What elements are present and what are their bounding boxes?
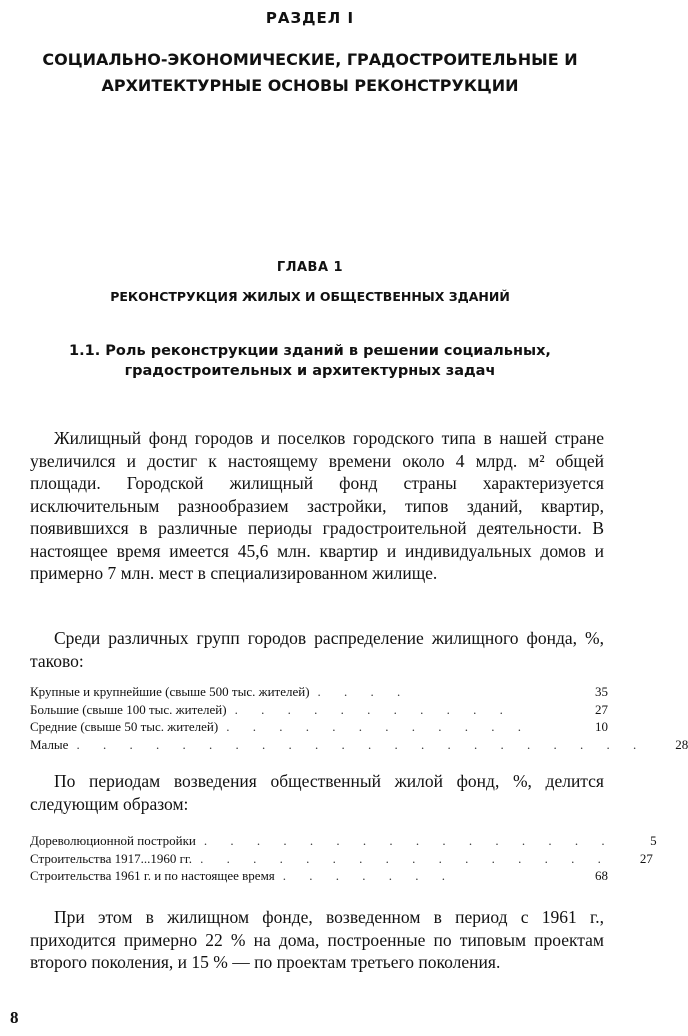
list-item (30, 718, 608, 736)
list-item-label: Строительства 1961 г. и по настоящее время (30, 868, 275, 883)
leader-dots: . . . . . . . . . . . (234, 701, 513, 717)
chapter-title: РЕКОНСТРУКЦИЯ ЖИЛЫХ И ОБЩЕСТВЕННЫХ ЗДАНИЙ (110, 289, 510, 304)
list-item-label: Малые (30, 736, 69, 752)
list-item-label: Дореволюционной постройки (30, 833, 196, 848)
list-item (30, 832, 657, 850)
list-item (30, 736, 688, 754)
section-title: СОЦИАЛЬНО-ЭКОНОМИЧЕСКИЕ, ГРАДОСТРОИТЕЛЬНЫЕ И АРХИТЕКТУРНЫЕ ОСНОВЫ РЕКОНСТРУКЦИИ (42, 50, 578, 95)
paragraph-typical-designs: При этом в жилищном фонде, возведенном в период с 1961 г., приходится примерно 22 % на дома, построенные по типовым проектам второго поколения, и 15 % — по проектам третьего поколения. (30, 907, 604, 972)
leader-dots: . . . . . . . . . . . . . . . . (200, 850, 611, 866)
list-item-value: 27 (595, 701, 608, 717)
paragraph-housing-stock: Жилищный фонд городов и поселков городского типа в нашей стране увеличился и достиг к настоящему времени около 4 млрд. м² общей площади. Городской жилищный фонд страны характеризуется исключительным разнообразием застройки, типов зданий, квартир, появившихся в различные периоды градостроительной деятельности. В настоящее время имеется 45,6 млн. квартир и индивидуальных домов и примерно 7 млн. мест в специализированном жилище. (30, 428, 604, 583)
periods-list (30, 832, 657, 885)
section-label: РАЗДЕЛ I (265, 9, 355, 27)
chapter-label: ГЛАВА 1 (276, 260, 344, 275)
leader-dots: . . . . . . . . . . . . . . . . . . . . . . (76, 736, 647, 752)
list-item-value: 5 (650, 833, 657, 848)
list-item (30, 683, 608, 701)
list-item-value: 10 (595, 719, 608, 734)
page-number: 8 (10, 1008, 19, 1027)
paragraph-periods-intro: По периодам возведения общественный жилой фонд, %, делится следующим образом: (30, 771, 604, 814)
subsection-title: 1.1. Роль реконструкции зданий в решении социальных, градостроительных и архитектурных задач (69, 343, 551, 379)
list-item-label: Строительства 1917...1960 гг. (30, 850, 193, 866)
list-item-value: 28 (675, 736, 688, 752)
list-item (30, 867, 608, 885)
list-item-value: 35 (595, 684, 608, 699)
list-item-label: Крупные и крупнейшие (свыше 500 тыс. жителей) (30, 684, 310, 699)
leader-dots: . . . . . . . . . . . . (226, 719, 531, 734)
city-groups-list (30, 683, 688, 753)
list-item-value: 68 (595, 868, 608, 883)
leader-dots: . . . . . . . . . . . . . . . . (203, 833, 615, 848)
leader-dots: . . . . (317, 684, 411, 699)
list-item-value: 27 (639, 850, 653, 866)
list-item (30, 701, 608, 719)
list-item-label: Средние (свыше 50 тыс. жителей) (30, 719, 219, 734)
paragraph-city-groups-intro: Среди различных групп городов распределение жилищного фонда, %, таково: (30, 628, 604, 671)
list-item (30, 850, 653, 868)
leader-dots: . . . . . . . (282, 868, 456, 883)
list-item-label: Большие (свыше 100 тыс. жителей) (30, 701, 227, 717)
